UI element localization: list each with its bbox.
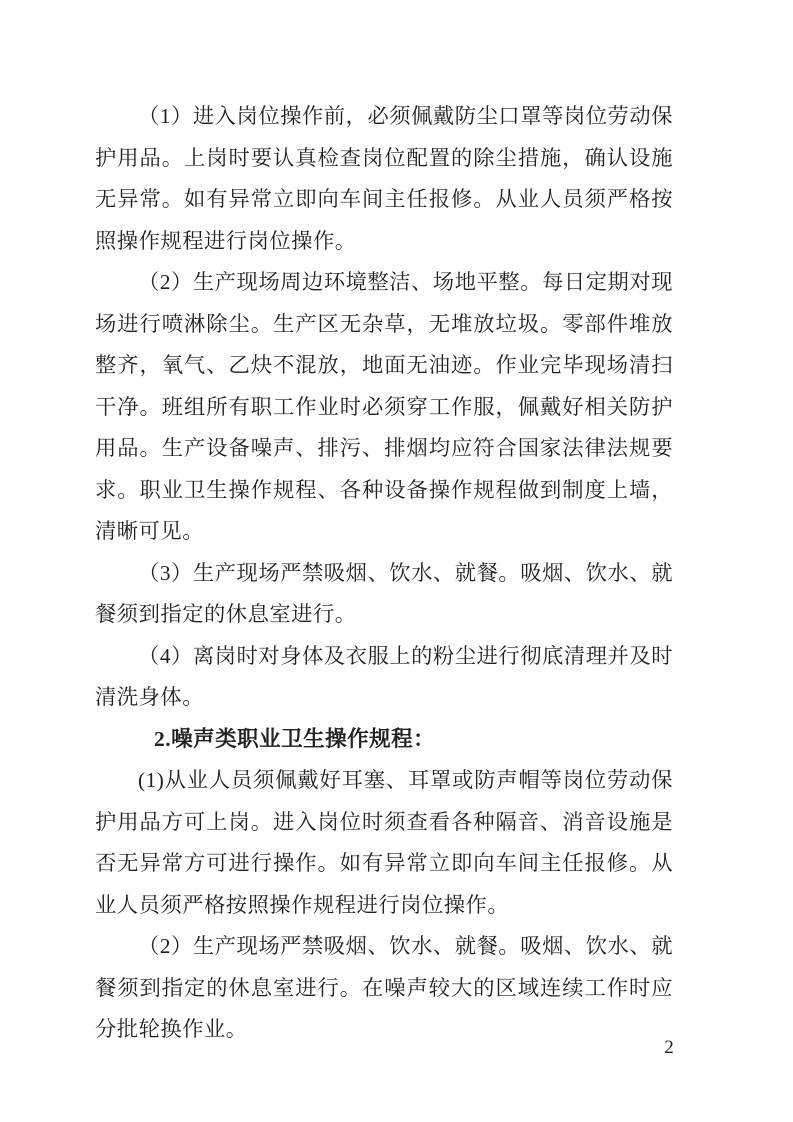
para-dust-4: （4）离岗时对身体及衣服上的粉尘进行彻底清理并及时清洗身体。: [95, 643, 673, 709]
para-noise-1: (1)从业人员须佩戴好耳塞、耳罩或防声帽等岗位劳动保护用品方可上岗。进入岗位时须查看各种隔音、消音设施是否无异常方可进行操作。如有异常立即向车间主任报修。从业人员须严格按照操作规程进行岗位操作。: [95, 768, 673, 917]
para-dust-1: （1）进入岗位操作前，必须佩戴防尘口罩等岗位劳动保护用品。上岗时要认真检查岗位配置的除尘措施，确认设施无异常。如有异常立即向车间主任报修。从业人员须严格按照操作规程进行岗位操作。: [95, 104, 673, 253]
heading-noise-section: 2.噪声类职业卫生操作规程：: [154, 726, 436, 751]
page-number: 2: [664, 1037, 674, 1058]
para-dust-3: （3）生产现场严禁吸烟、饮水、就餐。吸烟、饮水、就餐须到指定的休息室进行。: [95, 560, 673, 626]
document-body: [95, 96, 673, 1051]
para-noise-2: （2）生产现场严禁吸烟、饮水、就餐。吸烟、饮水、就餐须到指定的休息室进行。在噪声较大的区域连续工作时应分批轮换作业。: [95, 934, 673, 1041]
para-dust-2: （2）生产现场周边环境整洁、场地平整。每日定期对现场进行喷淋除尘。生产区无杂草，无堆放垃圾。零部件堆放整齐，氧气、乙炔不混放，地面无油迹。作业完毕现场清扫干净。班组所有职工作业时必须穿工作服，佩戴好相关防护用品。生产设备噪声、排污、排烟均应符合国家法律法规要求。职业卫生操作规程、各种设备操作规程做到制度上墙，清晰可见。: [95, 270, 673, 543]
